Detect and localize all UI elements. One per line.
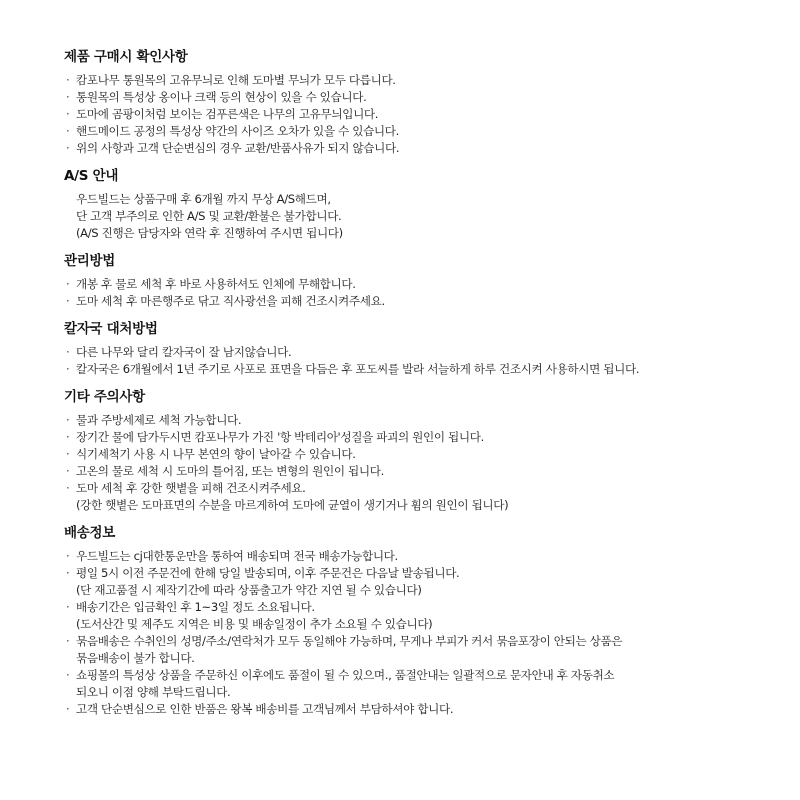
notice-section [64, 47, 800, 157]
bullet-line: · 개봉 후 물로 세척 후 바로 사용하셔도 인체에 무해합니다. [64, 276, 800, 293]
note-line: (단 재고품절 시 제작기간에 따라 상품출고가 약간 지연 될 수 있습니다) [76, 583, 422, 597]
bullet-line: · 쇼핑몰의 특성상 상품을 주문하신 이후에도 품절이 될 수 있으며., 품절안내는 일괄적으로 문자안내 후 자동취소 [64, 667, 800, 684]
notice-section [64, 387, 800, 514]
bullet-line: · 캄포나무 통원목의 고유무늬로 인해 도마별 무늬가 모두 다릅니다. [64, 72, 800, 89]
bullet-line: · 통원목의 특성상 옹이나 크랙 등의 현상이 있을 수 있습니다. [64, 89, 800, 106]
notice-section [64, 523, 800, 718]
notice-section [64, 319, 800, 378]
bullet-line: · 평일 5시 이전 주문건에 한해 당일 발송되며, 이후 주문건은 다음날 발송됩니다. [64, 565, 800, 582]
note-line: 되오니 이점 양해 부탁드립니다. [76, 685, 231, 699]
bullet-line: · 우드빌드는 cj대한통운만을 통하여 배송되며 전국 배송가능합니다. [64, 548, 800, 565]
note-line: 단 고객 부주의로 인한 A/S 및 교환/환불은 불가합니다. [76, 209, 342, 223]
bullet-line: · 고온의 물로 세척 시 도마의 틀어짐, 또는 변형의 원인이 됩니다. [64, 463, 800, 480]
section-title: A/S 안내 [64, 168, 119, 184]
bullet-line: · 도마 세척 후 마른행주로 닦고 직사광선을 피해 건조시켜주세요. [64, 293, 800, 310]
notice-sections [64, 47, 800, 718]
bullet-line: · 위의 사항과 고객 단순변심의 경우 교환/반품사유가 되지 않습니다. [64, 140, 800, 157]
section-title: 기타 주의사항 [64, 389, 145, 405]
note-line: (강한 햇볕은 도마표면의 수분을 마르게하여 도마에 균열이 생기거나 휨의 원인이 됩니다) [76, 498, 509, 512]
note-line: 우드빌드는 상품구매 후 6개월 까지 무상 A/S해드며, [76, 192, 331, 206]
section-title: 제품 구매시 확인사항 [64, 49, 188, 65]
bullet-line: · 배송기간은 입금확인 후 1~3일 정도 소요됩니다. [64, 599, 800, 616]
bullet-line: · 고객 단순변심으로 인한 반품은 왕복 배송비를 고객님께서 부담하셔야 합니다. [64, 701, 800, 718]
note-line: (A/S 진행은 담당자와 연락 후 진행하여 주시면 됩니다) [76, 226, 343, 240]
bullet-line: · 장기간 물에 담가두시면 캄포나무가 가진 '항 박테리아'성질을 파괴의 원인이 됩니다. [64, 429, 800, 446]
bullet-line: · 칼자국은 6개월에서 1년 주기로 사포로 표면을 다듬은 후 포도씨를 발라 서늘하게 하루 건조시켜 사용하시면 됩니다. [64, 361, 800, 378]
bullet-line: · 도마에 곰팡이처럼 보이는 검푸른색은 나무의 고유무늬입니다. [64, 106, 800, 123]
section-title: 관리방법 [64, 253, 115, 269]
bullet-line: · 물과 주방세제로 세척 가능합니다. [64, 412, 800, 429]
bullet-line: · 묶음배송은 수취인의 성명/주소/연락처가 모두 동일해야 가능하며, 무게나 부피가 커서 묶음포장이 안되는 상품은 [64, 633, 800, 650]
bullet-line: · 핸드메이드 공정의 특성상 약간의 사이즈 오차가 있을 수 있습니다. [64, 123, 800, 140]
bullet-line: · 식기세척기 사용 시 나무 본연의 향이 날아갈 수 있습니다. [64, 446, 800, 463]
section-title: 배송정보 [64, 525, 115, 541]
section-title: 칼자국 대처방법 [64, 321, 158, 337]
notice-section [64, 166, 800, 242]
note-line: (도서산간 및 제주도 지역은 비용 및 배송일정이 추가 소요될 수 있습니다) [76, 617, 433, 631]
bullet-line: · 도마 세척 후 강한 햇볕을 피해 건조시켜주세요. [64, 480, 800, 497]
note-line: 묶음배송이 불가 합니다. [76, 651, 195, 665]
bullet-line: · 다른 나무와 달리 칼자국이 잘 남지않습니다. [64, 344, 800, 361]
notice-section [64, 251, 800, 310]
